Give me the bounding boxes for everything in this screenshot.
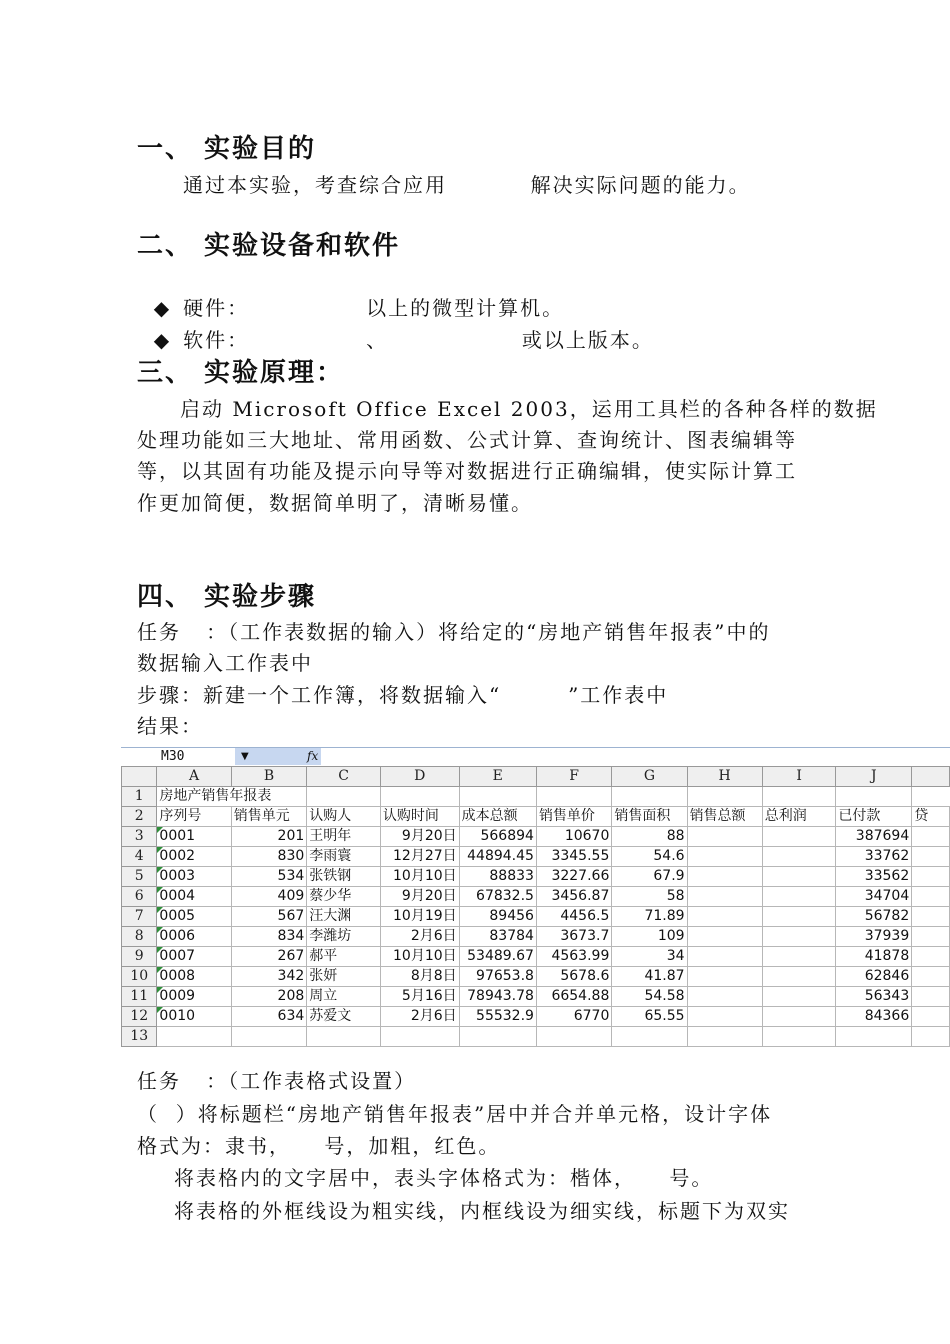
- formula-bar: [121, 747, 950, 766]
- row-header[interactable]: 6: [122, 887, 157, 907]
- table-row: [122, 907, 950, 927]
- cell[interactable]: [307, 1027, 381, 1047]
- cell[interactable]: [687, 1027, 762, 1047]
- cell[interactable]: [762, 947, 836, 967]
- paragraph-line: 将表格内的文字居中，表头字体格式为：楷体， 号。: [174, 1166, 714, 1190]
- column-header[interactable]: J: [836, 767, 912, 787]
- cell-text: 0005: [159, 908, 196, 924]
- cell[interactable]: [687, 787, 762, 807]
- cell[interactable]: 56343: [836, 987, 912, 1007]
- cell[interactable]: 387694: [836, 827, 912, 847]
- cell[interactable]: 3227.66: [536, 867, 611, 887]
- cell[interactable]: 5678.6: [536, 967, 611, 987]
- diamond-bullet-icon: ◆: [153, 296, 172, 320]
- column-header[interactable]: [912, 767, 950, 787]
- column-header[interactable]: H: [687, 767, 762, 787]
- cell[interactable]: 55532.9: [459, 1007, 536, 1027]
- cell[interactable]: [157, 867, 231, 887]
- paragraph-line: 将表格的外框线设为粗实线，内框线设为细实线，标题下为双实: [174, 1199, 790, 1223]
- cell[interactable]: [687, 887, 762, 907]
- cell[interactable]: 6770: [536, 1007, 611, 1027]
- cell[interactable]: [687, 987, 762, 1007]
- cell[interactable]: [157, 1007, 231, 1027]
- cell[interactable]: 8月8日: [380, 967, 459, 987]
- function-fx-icon[interactable]: fx: [307, 749, 319, 763]
- header-cell[interactable]: 贷: [912, 807, 950, 827]
- table-row: [122, 867, 950, 887]
- diamond-bullet-icon: ◆: [153, 328, 172, 352]
- cell[interactable]: 41878: [836, 947, 912, 967]
- cell[interactable]: [612, 1027, 687, 1047]
- cell[interactable]: [157, 947, 231, 967]
- cell[interactable]: 6654.88: [536, 987, 611, 1007]
- cell[interactable]: 10月10日: [380, 867, 459, 887]
- cell-text: 0009: [159, 988, 196, 1004]
- header-cell[interactable]: 序列号: [157, 807, 231, 827]
- number-as-text-indicator-icon: [157, 827, 163, 833]
- cell[interactable]: 634: [231, 1007, 307, 1027]
- table-row: [122, 987, 950, 1007]
- table-row: [122, 947, 950, 967]
- paragraph-line: 数据输入工作表中: [137, 651, 313, 675]
- cell[interactable]: [912, 887, 950, 907]
- cell[interactable]: 张铁钢: [307, 867, 381, 887]
- cell[interactable]: 4563.99: [536, 947, 611, 967]
- cell[interactable]: [231, 1027, 307, 1047]
- cell[interactable]: 88: [612, 827, 687, 847]
- cell[interactable]: 201: [231, 827, 307, 847]
- cell-text: 0008: [159, 968, 196, 984]
- cell[interactable]: 3456.87: [536, 887, 611, 907]
- cell[interactable]: 78943.78: [459, 987, 536, 1007]
- column-header[interactable]: C: [307, 767, 381, 787]
- header-cell[interactable]: 总利润: [762, 807, 836, 827]
- table-row: [122, 967, 950, 987]
- cell[interactable]: 67.9: [612, 867, 687, 887]
- cell[interactable]: 34704: [836, 887, 912, 907]
- cell[interactable]: 2月6日: [380, 927, 459, 947]
- cell[interactable]: [687, 967, 762, 987]
- paragraph-line: 步骤：新建一个工作簿，将数据输入“ ”工作表中: [137, 683, 669, 707]
- cell[interactable]: [687, 907, 762, 927]
- cell[interactable]: [912, 947, 950, 967]
- cell[interactable]: 41.87: [612, 967, 687, 987]
- cell[interactable]: [912, 927, 950, 947]
- paragraph-line: 通过本实验，考查综合应用 解决实际问题的能力。: [183, 173, 751, 197]
- cell-text: 0010: [159, 1008, 196, 1024]
- column-header-row: [122, 767, 950, 787]
- cell[interactable]: 830: [231, 847, 307, 867]
- column-header[interactable]: F: [536, 767, 611, 787]
- cell[interactable]: [687, 1007, 762, 1027]
- row-header[interactable]: 11: [122, 987, 157, 1007]
- paragraph-line: 等，以其固有功能及提示向导等对数据进行正确编辑，使实际计算工: [137, 459, 797, 483]
- cell[interactable]: 54.58: [612, 987, 687, 1007]
- row-header[interactable]: 12: [122, 1007, 157, 1027]
- cell[interactable]: 10670: [536, 827, 611, 847]
- paragraph-line: 处理功能如三大地址、常用函数、公式计算、查询统计、图表编辑等: [137, 428, 797, 452]
- cell[interactable]: [687, 847, 762, 867]
- cell[interactable]: 109: [612, 927, 687, 947]
- name-box[interactable]: M30: [161, 749, 185, 764]
- cell[interactable]: 67832.5: [459, 887, 536, 907]
- table-row: [122, 887, 950, 907]
- cell[interactable]: 2月6日: [380, 1007, 459, 1027]
- cell[interactable]: 3345.55: [536, 847, 611, 867]
- cell[interactable]: 4456.5: [536, 907, 611, 927]
- cell[interactable]: [762, 907, 836, 927]
- cell[interactable]: [836, 787, 912, 807]
- cell[interactable]: [687, 827, 762, 847]
- cell[interactable]: [687, 867, 762, 887]
- cell[interactable]: 蔡少华: [307, 887, 381, 907]
- section-heading-2: 二、 实验设备和软件: [137, 231, 401, 261]
- column-header[interactable]: B: [231, 767, 307, 787]
- title-cell[interactable]: 房地产销售年报表: [157, 787, 307, 807]
- cell[interactable]: [762, 847, 836, 867]
- paragraph-line: 任务 ：（工作表格式设置）: [137, 1069, 417, 1093]
- bullet-item-software: [137, 300, 654, 353]
- cell[interactable]: [762, 987, 836, 1007]
- cell[interactable]: 李潍坊: [307, 927, 381, 947]
- cell[interactable]: [157, 847, 231, 867]
- cell[interactable]: [762, 1027, 836, 1047]
- cell[interactable]: 65.55: [612, 1007, 687, 1027]
- cell[interactable]: [536, 1027, 611, 1047]
- cell[interactable]: [157, 967, 231, 987]
- paragraph-line: （ ）将标题栏“房地产销售年报表”居中并合并单元格，设计字体: [137, 1102, 773, 1126]
- cell[interactable]: 89456: [459, 907, 536, 927]
- cell-text: 0002: [159, 848, 196, 864]
- cell[interactable]: 58: [612, 887, 687, 907]
- paragraph-line: 任务 ：（工作表数据的输入）将给定的“房地产销售年报表”中的: [137, 620, 771, 644]
- cell-text: 0001: [159, 828, 196, 844]
- cell[interactable]: [307, 787, 381, 807]
- table-row: [122, 847, 950, 867]
- cell[interactable]: 267: [231, 947, 307, 967]
- spreadsheet-screenshot: [121, 747, 950, 1055]
- cell[interactable]: 33562: [836, 867, 912, 887]
- paragraph-line: 作更加简便，数据简单明了，清晰易懂。: [137, 491, 533, 515]
- cell[interactable]: 5月16日: [380, 987, 459, 1007]
- cell[interactable]: [536, 787, 611, 807]
- worksheet-grid: [121, 766, 950, 1047]
- number-as-text-indicator-icon: [157, 987, 163, 993]
- cell[interactable]: 9月20日: [380, 887, 459, 907]
- cell[interactable]: [762, 827, 836, 847]
- row-header[interactable]: 4: [122, 847, 157, 867]
- cell[interactable]: [912, 847, 950, 867]
- cell[interactable]: [157, 1027, 231, 1047]
- cell[interactable]: [912, 987, 950, 1007]
- cell[interactable]: 郝平: [307, 947, 381, 967]
- column-header[interactable]: E: [459, 767, 536, 787]
- cell[interactable]: [912, 1007, 950, 1027]
- cell-text: 0006: [159, 928, 196, 944]
- table-row: [122, 1007, 950, 1027]
- cell[interactable]: 44894.45: [459, 847, 536, 867]
- column-header[interactable]: A: [157, 767, 231, 787]
- header-cell[interactable]: 销售面积: [612, 807, 687, 827]
- row-header[interactable]: 8: [122, 927, 157, 947]
- table-row: [122, 927, 950, 947]
- cell[interactable]: 10月10日: [380, 947, 459, 967]
- cell[interactable]: 834: [231, 927, 307, 947]
- cell[interactable]: 62846: [836, 967, 912, 987]
- number-as-text-indicator-icon: [157, 867, 163, 873]
- cell-text: 0003: [159, 868, 196, 884]
- cell[interactable]: [157, 987, 231, 1007]
- row-header[interactable]: 9: [122, 947, 157, 967]
- cell[interactable]: 97653.8: [459, 967, 536, 987]
- header-cell[interactable]: 成本总额: [459, 807, 536, 827]
- section-heading-3: 三、 实验原理：: [137, 358, 345, 388]
- cell[interactable]: [762, 787, 836, 807]
- cell[interactable]: 84366: [836, 1007, 912, 1027]
- cell[interactable]: 56782: [836, 907, 912, 927]
- cell[interactable]: 苏爱文: [307, 1007, 381, 1027]
- bullet-text: 硬件： 以上的微型计算机。: [183, 296, 565, 320]
- cell[interactable]: 208: [231, 987, 307, 1007]
- chevron-down-icon[interactable]: ▼: [241, 751, 249, 762]
- cell[interactable]: 33762: [836, 847, 912, 867]
- row-header[interactable]: 7: [122, 907, 157, 927]
- number-as-text-indicator-icon: [157, 907, 163, 913]
- cell[interactable]: 567: [231, 907, 307, 927]
- cell[interactable]: [687, 947, 762, 967]
- cell[interactable]: [762, 967, 836, 987]
- cell[interactable]: [912, 867, 950, 887]
- paragraph-line: 格式为：隶书， 号，加粗，红色。: [137, 1134, 501, 1158]
- cell[interactable]: 71.89: [612, 907, 687, 927]
- cell[interactable]: [762, 887, 836, 907]
- column-header[interactable]: D: [380, 767, 459, 787]
- column-header[interactable]: G: [612, 767, 687, 787]
- cell[interactable]: 53489.67: [459, 947, 536, 967]
- row-header[interactable]: 5: [122, 867, 157, 887]
- column-header[interactable]: I: [762, 767, 836, 787]
- cell[interactable]: 汪大渊: [307, 907, 381, 927]
- cell[interactable]: [762, 927, 836, 947]
- number-as-text-indicator-icon: [157, 967, 163, 973]
- cell[interactable]: 566894: [459, 827, 536, 847]
- cell[interactable]: 342: [231, 967, 307, 987]
- header-cell[interactable]: 销售单元: [231, 807, 307, 827]
- cell[interactable]: [912, 827, 950, 847]
- cell[interactable]: [687, 927, 762, 947]
- cell[interactable]: [459, 787, 536, 807]
- cell[interactable]: 9月20日: [380, 827, 459, 847]
- header-cell[interactable]: 认购人: [307, 807, 381, 827]
- cell[interactable]: 534: [231, 867, 307, 887]
- name-box-dropdown[interactable]: [235, 748, 321, 765]
- cell[interactable]: 周立: [307, 987, 381, 1007]
- header-cell[interactable]: 已付款: [836, 807, 912, 827]
- cell[interactable]: [836, 1027, 912, 1047]
- section-heading-4: 四、 实验步骤: [137, 582, 317, 612]
- cell[interactable]: 3673.7: [536, 927, 611, 947]
- cell[interactable]: 83784: [459, 927, 536, 947]
- paragraph-line: 结果：: [137, 714, 203, 738]
- table-row: [122, 807, 950, 827]
- row-header[interactable]: 3: [122, 827, 157, 847]
- number-as-text-indicator-icon: [157, 927, 163, 933]
- select-all-corner[interactable]: [122, 767, 157, 787]
- cell[interactable]: [762, 867, 836, 887]
- table-row: [122, 787, 950, 807]
- cell[interactable]: [380, 787, 459, 807]
- cell[interactable]: 10月19日: [380, 907, 459, 927]
- row-header[interactable]: 10: [122, 967, 157, 987]
- row-header[interactable]: 2: [122, 807, 157, 827]
- row-header[interactable]: 13: [122, 1027, 157, 1047]
- header-cell[interactable]: 认购时间: [380, 807, 459, 827]
- cell[interactable]: [912, 1027, 950, 1047]
- cell[interactable]: [157, 827, 231, 847]
- cell[interactable]: [157, 927, 231, 947]
- paragraph-line: 启动 Microsoft Office Excel 2003，运用工具栏的各种各样的数据: [180, 397, 878, 421]
- table-row: [122, 827, 950, 847]
- cell[interactable]: [612, 787, 687, 807]
- cell[interactable]: 37939: [836, 927, 912, 947]
- cell-text: 0004: [159, 888, 196, 904]
- header-cell[interactable]: 销售单价: [536, 807, 611, 827]
- header-cell[interactable]: 销售总额: [687, 807, 762, 827]
- table-row: [122, 1027, 950, 1047]
- cell[interactable]: [459, 1027, 536, 1047]
- number-as-text-indicator-icon: [157, 1007, 163, 1013]
- cell[interactable]: 12月27日: [380, 847, 459, 867]
- cell[interactable]: 54.6: [612, 847, 687, 867]
- number-as-text-indicator-icon: [157, 887, 163, 893]
- cell[interactable]: [157, 887, 231, 907]
- cell[interactable]: 88833: [459, 867, 536, 887]
- section-heading-1: 一、 实验目的: [137, 134, 317, 164]
- row-header[interactable]: 1: [122, 787, 157, 807]
- cell[interactable]: [380, 1027, 459, 1047]
- number-as-text-indicator-icon: [157, 847, 163, 853]
- cell[interactable]: [762, 1007, 836, 1027]
- cell[interactable]: [912, 907, 950, 927]
- cell[interactable]: [912, 967, 950, 987]
- cell[interactable]: 409: [231, 887, 307, 907]
- cell[interactable]: 王明年: [307, 827, 381, 847]
- cell[interactable]: 34: [612, 947, 687, 967]
- number-as-text-indicator-icon: [157, 947, 163, 953]
- bullet-text: 软件： 、 或以上版本。: [183, 328, 654, 352]
- cell[interactable]: 李雨寰: [307, 847, 381, 867]
- cell[interactable]: [157, 907, 231, 927]
- cell[interactable]: 张妍: [307, 967, 381, 987]
- cell-text: 0007: [159, 948, 196, 964]
